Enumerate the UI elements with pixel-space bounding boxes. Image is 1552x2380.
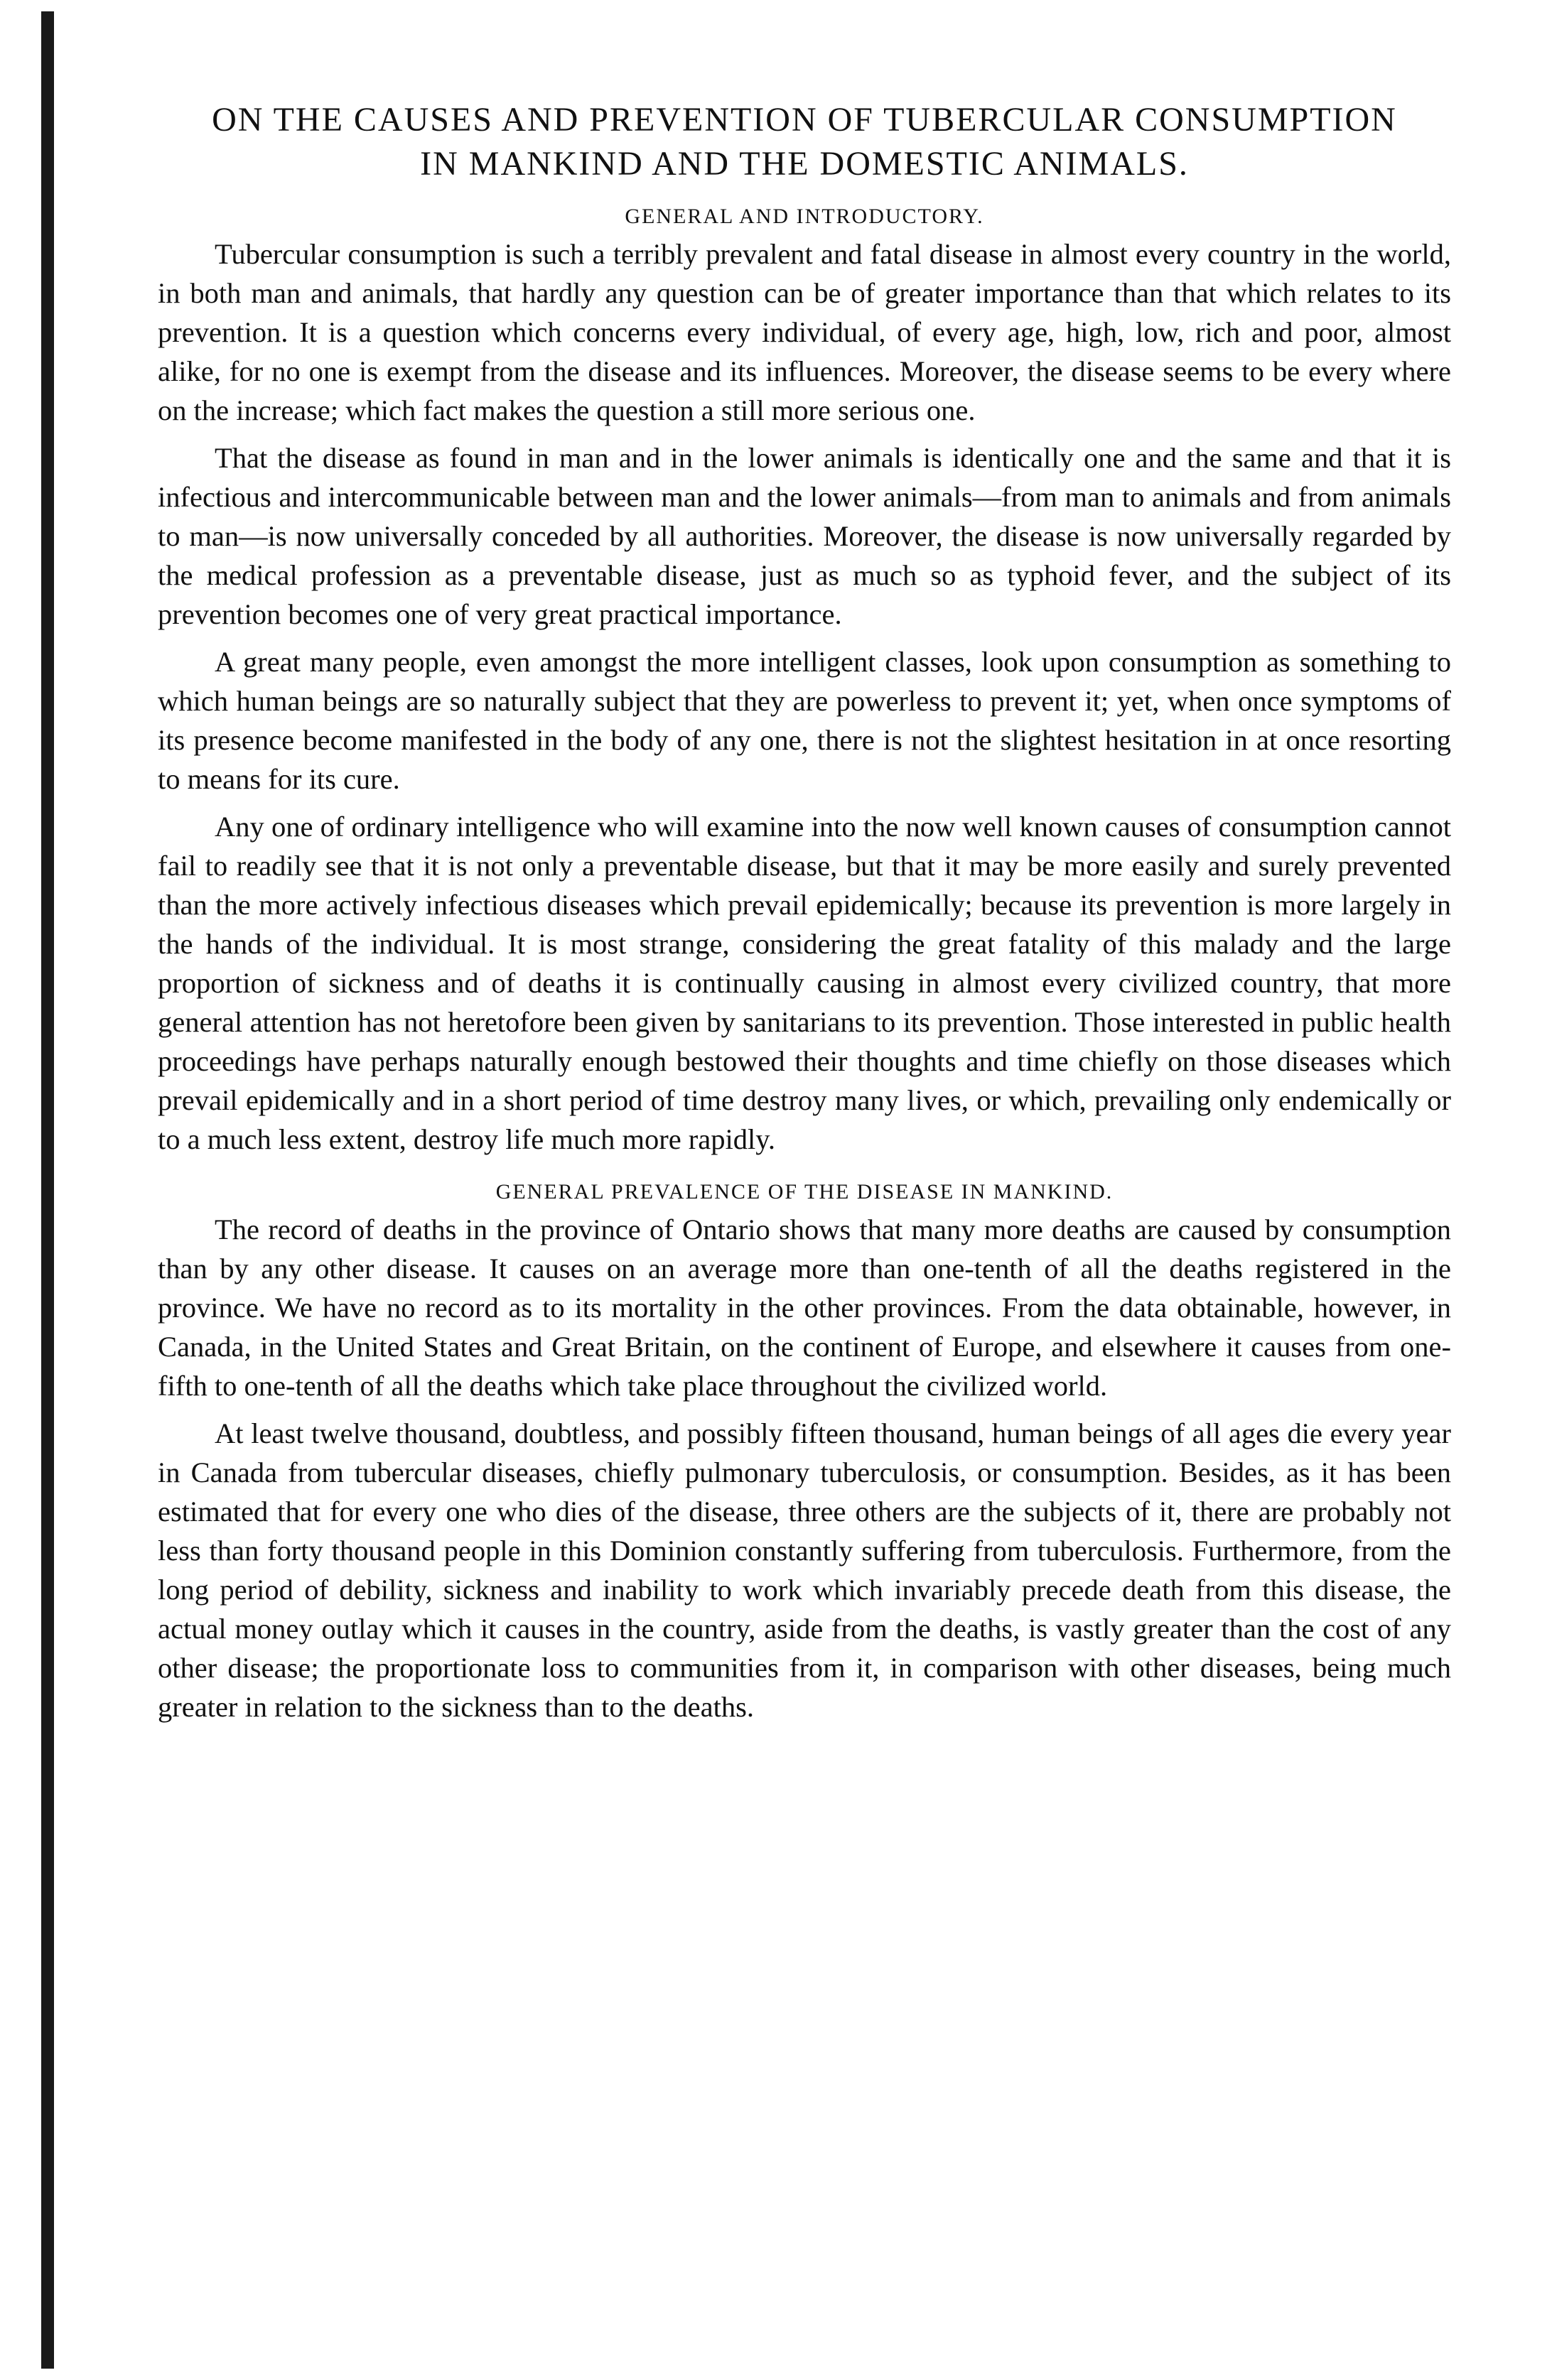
title-line-2: IN MANKIND AND THE DOMESTIC ANIMALS. [420,145,1189,183]
paragraph: A great many people, even amongst the more intelligent classes, look upon consumption as something to which human beings are so naturally subject that they are powerless to prevent it; yet, when once symptoms of its presence become manifested in the body of any one, there is not the slightest hesitation in at once resorting to means for its cure. [158,646,1451,795]
section-heading-introductory: GENERAL AND INTRODUCTORY. [625,205,984,228]
paragraph: The record of deaths in the province of Ontario shows that many more deaths are caused by consumption than by any other disease. It causes on an average more than one-tenth of all the deaths registered in the province. We have no record as to its mortality in the other provinces. From the data obtainable, however, in Canada, in the United States and Great Britain, on the continent of Europe, and elsewhere it causes from one-fifth to one-tenth of all the deaths which take place throughout the civilized world. [158,1213,1451,1402]
paragraph: That the disease as found in man and in the lower animals is identically one and the same and that it is infectious and intercommunicable between man and the lower animals—from man to animals and from animals to man—is now universally conceded by all authorities. Moreover, the disease is now universally regarded by the medical profession as a preventable disease, just as much so as typhoid fever, and the subject of its prevention becomes one of very great practical importance. [158,442,1451,630]
section-heading-prevalence: GENERAL PREVALENCE OF THE DISEASE IN MANKIND. [495,1180,1114,1203]
page-binding-edge [41,11,54,2369]
document-page [158,98,1451,1735]
title-line-1: ON THE CAUSES AND PREVENTION OF TUBERCULAR CONSUMPTION [212,101,1397,139]
paragraph: At least twelve thousand, doubtless, and possibly fifteen thousand, human beings of all ages die every year in Canada from tubercular diseases, chiefly pulmonary tuberculosis, or consumption. Besides, as it has been estimated that for every one who dies of the disease, three others are the subjects of it, there are probably not less than forty thousand people in this Dominion constantly suffering from tuberculosis. Furthermore, from the long period of debility, sickness and inability to work which invariably precede death from this disease, the actual money outlay which it causes in the country, aside from the deaths, is vastly greater than the cost of any other disease; the proportionate loss to communities from it, in comparison with other diseases, being much greater in relation to the sickness than to the deaths. [158,1417,1451,1723]
paragraph: Any one of ordinary intelligence who will examine into the now well known causes of consumption cannot fail to readily see that it is not only a preventable disease, but that it may be more easily and surely prevented than the more actively infectious diseases which prevail epidemically; because its prevention is more largely in the hands of the individual. It is most strange, considering the great fatality of this malady and the large proportion of sickness and of deaths it is continually causing in almost every civilized country, that more general attention has not heretofore been given by sanitarians to its prevention. Those interested in public health proceedings have perhaps naturally enough bestowed their thoughts and time chiefly on those diseases which prevail epidemically and in a short period of time destroy many lives, or which, prevailing only endemically or to a much less extent, destroy life much more rapidly. [158,811,1451,1155]
document-title [158,98,1451,186]
paragraph: Tubercular consumption is such a terribly prevalent and fatal disease in almost every country in the world, in both man and animals, that hardly any question can be of greater importance than that which relates to its prevention. It is a question which concerns every individual, of every age, high, low, rich and poor, almost alike, for no one is exempt from the disease and its influences. Moreover, the disease seems to be every where on the increase; which fact makes the question a still more serious one. [158,238,1451,426]
